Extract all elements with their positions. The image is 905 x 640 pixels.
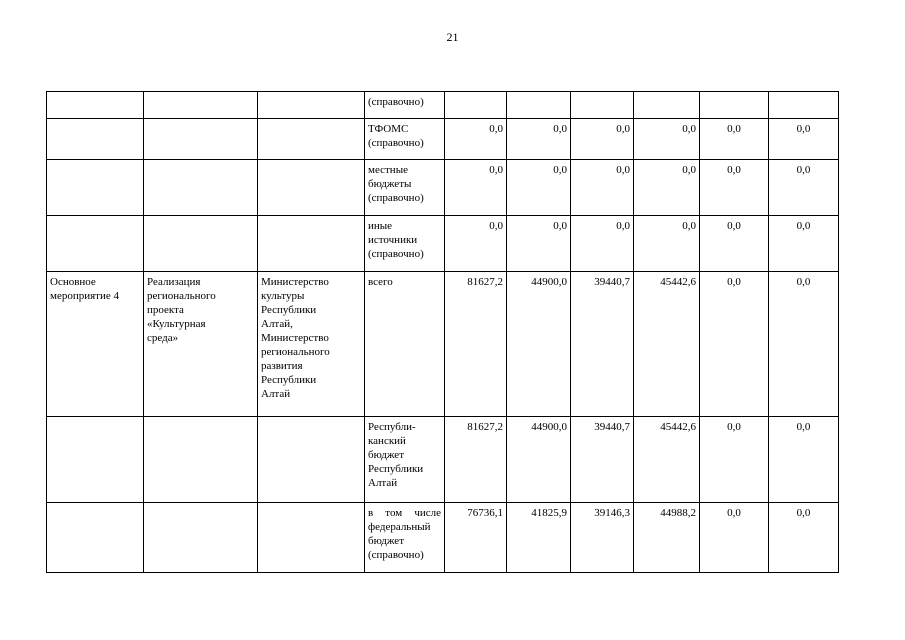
value-cell: 45442,6 [634, 272, 700, 417]
table-row [47, 92, 839, 119]
source-cell: в том числе федеральный бюджет (справочно) [365, 503, 445, 573]
value-cell: 81627,2 [445, 417, 507, 503]
source-cell: Республи- канский бюджет Республики Алтай [365, 417, 445, 503]
value-cell: 0,0 [634, 119, 700, 160]
source-cell: иные источники (справочно) [365, 216, 445, 272]
value-cell: 0,0 [769, 119, 839, 160]
value-cell: 44900,0 [507, 417, 571, 503]
table-row [47, 417, 839, 503]
project-cell [144, 160, 258, 216]
value-cell: 0,0 [769, 160, 839, 216]
value-cell: 0,0 [445, 119, 507, 160]
value-cell: 0,0 [700, 503, 769, 573]
value-cell [700, 92, 769, 119]
executor-cell [258, 503, 365, 573]
budget-table [46, 91, 839, 573]
value-cell: 81627,2 [445, 272, 507, 417]
source-line-1: в том числе [368, 507, 441, 519]
project-cell [144, 216, 258, 272]
event-cell: Основное мероприятие 4 [47, 272, 144, 417]
value-cell: 39440,7 [571, 417, 634, 503]
value-cell: 0,0 [700, 272, 769, 417]
value-cell: 0,0 [507, 160, 571, 216]
value-cell: 0,0 [769, 503, 839, 573]
project-cell [144, 92, 258, 119]
value-cell: 0,0 [571, 160, 634, 216]
source-cell: ТФОМС (справочно) [365, 119, 445, 160]
value-cell: 0,0 [769, 216, 839, 272]
value-cell: 44900,0 [507, 272, 571, 417]
value-cell: 0,0 [634, 216, 700, 272]
executor-cell [258, 417, 365, 503]
event-cell [47, 92, 144, 119]
value-cell [571, 92, 634, 119]
value-cell: 45442,6 [634, 417, 700, 503]
event-cell [47, 503, 144, 573]
event-cell [47, 119, 144, 160]
value-cell [507, 92, 571, 119]
source-cell: (справочно) [365, 92, 445, 119]
value-cell [445, 92, 507, 119]
value-cell: 41825,9 [507, 503, 571, 573]
value-cell: 0,0 [700, 119, 769, 160]
project-cell [144, 503, 258, 573]
event-cell [47, 216, 144, 272]
table-row [47, 119, 839, 160]
value-cell: 0,0 [571, 119, 634, 160]
value-cell: 0,0 [634, 160, 700, 216]
executor-cell [258, 160, 365, 216]
executor-cell [258, 119, 365, 160]
executor-cell [258, 216, 365, 272]
table-row [47, 272, 839, 417]
value-cell: 0,0 [700, 216, 769, 272]
source-cell: местные бюджеты (справочно) [365, 160, 445, 216]
executor-cell [258, 92, 365, 119]
value-cell: 0,0 [507, 119, 571, 160]
value-cell: 76736,1 [445, 503, 507, 573]
table-row [47, 160, 839, 216]
value-cell: 0,0 [571, 216, 634, 272]
event-cell [47, 160, 144, 216]
project-cell [144, 119, 258, 160]
value-cell: 44988,2 [634, 503, 700, 573]
value-cell: 39440,7 [571, 272, 634, 417]
value-cell: 0,0 [769, 417, 839, 503]
value-cell [634, 92, 700, 119]
value-cell [769, 92, 839, 119]
event-cell [47, 417, 144, 503]
value-cell: 0,0 [507, 216, 571, 272]
project-cell [144, 417, 258, 503]
executor-cell: Министерство культуры Республики Алтай, Министерство регионального развития Республики Алтай [258, 272, 365, 417]
table-row [47, 503, 839, 573]
value-cell: 39146,3 [571, 503, 634, 573]
value-cell: 0,0 [445, 160, 507, 216]
value-cell: 0,0 [445, 216, 507, 272]
value-cell: 0,0 [700, 417, 769, 503]
value-cell: 0,0 [769, 272, 839, 417]
page-number: 21 [446, 30, 459, 44]
table-row [47, 216, 839, 272]
project-cell: Реализация регионального проекта «Культурная среда» [144, 272, 258, 417]
source-cell: всего [365, 272, 445, 417]
value-cell: 0,0 [700, 160, 769, 216]
